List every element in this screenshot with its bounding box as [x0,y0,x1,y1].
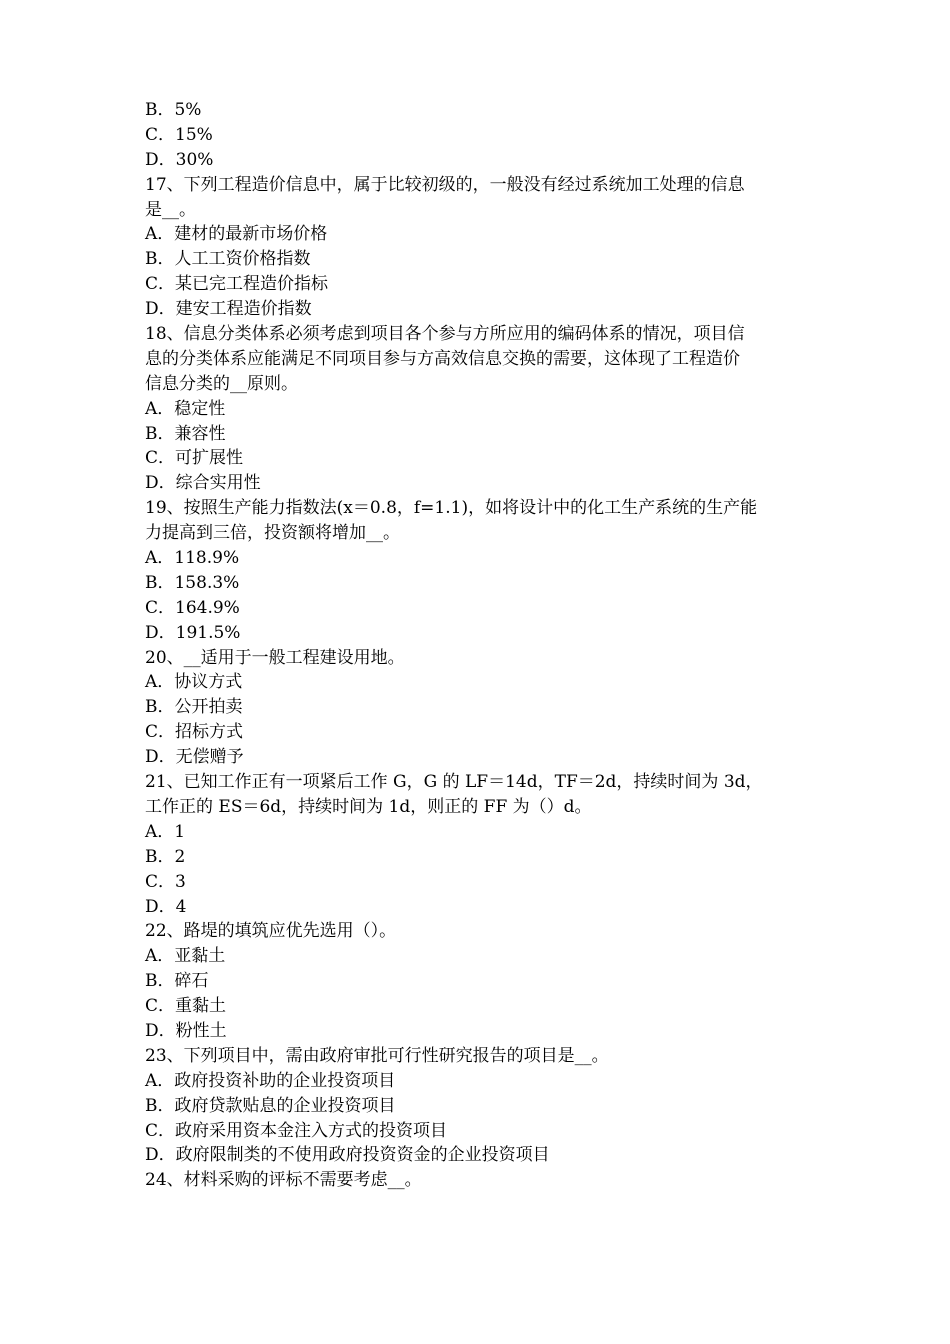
option-line: D．粉性土 [145,1020,227,1041]
option-line: C．重黏土 [145,996,227,1017]
question-list [145,98,810,1193]
option-line: B．2 [145,846,186,867]
question-stem-line: 17、下列工程造价信息中，属于比较初级的，一般没有经过系统加工处理的信息 [145,174,745,195]
option-line: D．政府限制类的不使用政府投资资金的企业投资项目 [145,1145,550,1166]
question-18 [145,322,810,496]
option-line: A．协议方式 [145,672,243,693]
option-line: B．碎石 [145,971,209,992]
question-stem-line: 18、信息分类体系必须考虑到项目各个参与方所应用的编码体系的情况，项目信 [145,324,745,345]
question-stem-line: 24、材料采购的评标不需要考虑__。 [145,1170,422,1191]
option-line: D．无偿赠予 [145,747,244,768]
question-stem-line: 22、路堤的填筑应优先选用（）。 [145,921,397,942]
option-line: B．5% [145,100,202,120]
question-stem-line: 23、下列项目中，需由政府审批可行性研究报告的项目是__。 [145,1045,609,1066]
option-line: D．30% [145,149,214,170]
option-line: C．招标方式 [145,722,244,743]
question-21 [145,770,810,919]
question-stem-line: 21、已知工作正有一项紧后工作 G，G 的 LF＝14d，TF＝2d，持续时间为 3d， [145,772,763,793]
option-line: C．164.9% [145,597,240,618]
question-20 [145,646,810,770]
question-17 [145,173,810,322]
previous-question-options [145,98,810,173]
option-line: C．15% [145,124,213,145]
option-line: D．191.5% [145,622,241,643]
question-24 [145,1168,810,1193]
option-line: C．3 [145,871,186,892]
question-stem-line: 工作正的 ES＝6d，持续时间为 1d，则正的 FF 为（）d。 [145,796,592,817]
question-stem-line: 20、__适用于一般工程建设用地。 [145,647,405,668]
option-line: D．综合实用性 [145,473,261,494]
question-stem-line: 19、按照生产能力指数法(x＝0.8，f=1.1)，如将设计中的化工生产系统的生产能 [145,498,758,519]
option-line: B．政府贷款贴息的企业投资项目 [145,1095,396,1116]
option-line: C．某已完工程造价指标 [145,274,329,295]
option-line: D．建安工程造价指数 [145,299,312,320]
option-line: B．兼容性 [145,423,226,444]
option-line: D．4 [145,896,187,917]
option-line: A．1 [145,821,186,842]
option-line: A．政府投资补助的企业投资项目 [145,1070,396,1091]
option-line: A．建材的最新市场价格 [145,224,328,245]
question-stem-line: 信息分类的__原则。 [145,373,298,394]
option-line: C．可扩展性 [145,448,244,469]
question-23 [145,1044,810,1168]
option-line: A．稳定性 [145,398,226,419]
option-line: B．158.3% [145,572,240,593]
option-line: A．118.9% [145,548,240,569]
option-line: B．公开拍卖 [145,697,243,718]
question-22 [145,919,810,1043]
option-line: B．人工工资价格指数 [145,249,311,270]
question-stem-line: 力提高到三倍，投资额将增加__。 [145,523,400,544]
question-19 [145,496,810,645]
question-stem-line: 息的分类体系应能满足不同项目参与方高效信息交换的需要，这体现了工程造价 [145,348,740,369]
option-line: A．亚黏土 [145,946,226,967]
option-line: C．政府采用资本金注入方式的投资项目 [145,1120,448,1141]
question-stem-line: 是__。 [145,199,196,220]
